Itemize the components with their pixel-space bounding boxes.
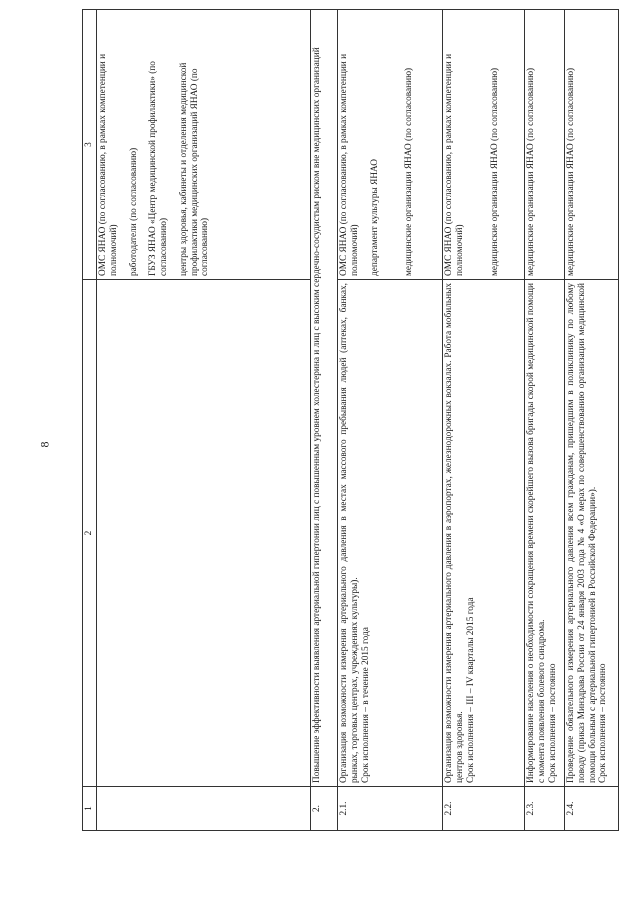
description-text: Организация возможности измерения артериального давления в местах массового пребывания людей (аптеках, банках, рынках, торговых центрах, учреждениях культуры). [339,283,360,783]
row-number: 2.3. [525,787,565,831]
table-row [525,10,565,831]
responsible-entry: медицинские организации ЯНАО (по согласованию) [404,67,415,276]
row-responsible [525,10,565,280]
row-number: 2.2. [443,787,525,831]
deadline-text: Срок исполнения – постоянно [547,663,558,783]
responsible-entry: медицинские организации ЯНАО (по согласованию) [526,67,536,276]
row-number [97,787,311,831]
responsible-entry: департамент культуры ЯНАО [369,159,380,276]
deadline-text: Срок исполнения – постоянно [598,663,609,783]
rotated-table-area [82,31,609,831]
description-text: Информирование населения о необходимости сокращения времени скорейшего вызова бригады скорой медицинской помощи с момента появления болевого синдрома. [526,283,547,783]
header-cell-2: 2 [83,280,97,787]
header-cell-1: 1 [83,787,97,831]
row-description [525,280,565,787]
table-row [443,10,525,831]
section-heading: Повышение эффективности выявления артериальной гипертонии лиц с повышенным уровнем холестерина и лиц с высоким сердечно-сосудистым риском вне медицинских организаций [311,10,338,787]
responsible-entry: центры здоровья, кабинеты и отделения медицинской профилактики медицинских организаций ЯНАО (по согласованию) [178,62,211,276]
table-row [565,10,619,831]
row-number: 2.1. [338,787,443,831]
table-header-row [83,10,97,831]
row-responsible [338,10,443,280]
row-responsible [97,10,311,280]
rotated-table-inner [82,31,609,831]
table-row [97,10,311,831]
row-description [338,280,443,787]
row-number: 2. [311,787,338,831]
description-text: Проведение обязательного измерения артериального давления всем гражданам, пришедшим в поликлинику по любому поводу (приказ Минздрава России от 24 января 2003 года № 4 «О мерах по совершенствованию организации медицинской помощи больным с артериальной гипертонией в Российской Федерации»). [566,283,598,783]
table-row [311,10,338,831]
deadline-text: Срок исполнения – в течение 2015 года [360,627,371,783]
plan-table [82,9,619,831]
row-description [97,280,311,787]
page-number: 8 [37,441,52,448]
responsible-entry: ГБУЗ ЯНАО «Центр медицинской профилактики» (по согласованию) [148,61,170,276]
deadline-text: Срок исполнения – III – IV кварталы 2015 года [465,597,476,783]
responsible-entry: ОМС ЯНАО (по согласованию, в рамках компетенции и полномочий) [98,53,119,276]
row-number: 2.4. [565,787,619,831]
row-responsible [443,10,525,280]
responsible-entry: работодатели (по согласованию) [128,147,139,276]
row-description [565,280,619,787]
table-row [338,10,443,831]
responsible-entry: ОМС ЯНАО (по согласованию, в рамках компетенции и полномочий) [339,53,360,276]
responsible-entry: медицинские организации ЯНАО (по согласованию) [566,67,576,276]
responsible-entry: ОМС ЯНАО (по согласованию, в рамках компетенции и полномочий) [444,53,465,276]
row-responsible [565,10,619,280]
header-cell-3: 3 [83,10,97,280]
description-text: Организация возможности измерения артериального давления в аэропортах, железнодорожных вокзалах. Работа мобильных центров здоровья. [444,283,465,783]
row-description [443,280,525,787]
responsible-entry: медицинские организации ЯНАО (по согласованию) [489,67,500,276]
